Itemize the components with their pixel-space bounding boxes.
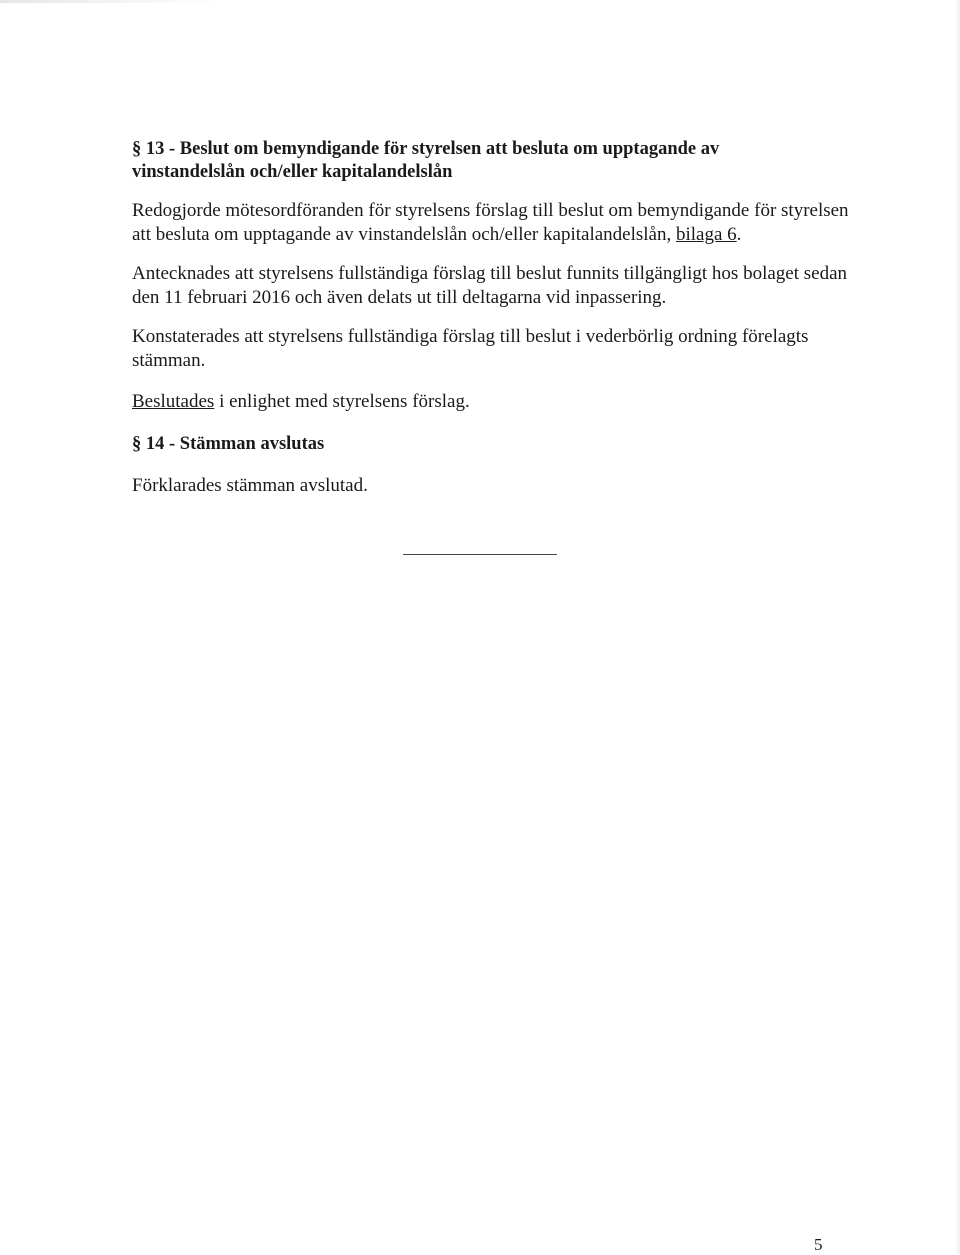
paragraph-konstaterades-line-1: Konstaterades att styrelsens fullständiga förslag till beslut i vederbörlig ordning förelagts (132, 326, 809, 347)
end-separator-line (403, 554, 557, 555)
page-number: 5 (814, 1235, 823, 1254)
paragraph-beslutades (132, 390, 832, 414)
paragraph-redogjorde-line-2 (132, 223, 832, 247)
decision-text: i enlighet med styrelsens förslag. (214, 391, 470, 412)
paragraph-redogjorde-text: att besluta om upptagande av vinstandelslån och/eller kapitalandelslån, (132, 224, 676, 245)
section-13-heading (132, 138, 832, 184)
paragraph-konstaterades (132, 325, 832, 373)
section-13-heading-line-2: vinstandelslån och/eller kapitalandelslån (132, 162, 453, 182)
paragraph-antecknades-line-2: den 11 februari 2016 och även delats ut till deltagarna vid inpassering. (132, 287, 667, 308)
section-13-heading-line-1: § 13 - Beslut om bemyndigande för styrelsen att besluta om upptagande av (132, 139, 720, 159)
section-14-heading: § 14 - Stämman avslutas (132, 434, 325, 454)
attachment-reference: bilaga 6 (675, 224, 737, 245)
paragraph-antecknades (132, 262, 848, 310)
scan-artifact (0, 0, 220, 3)
decision-keyword: Beslutades (132, 391, 215, 412)
paragraph-redogjorde (132, 199, 849, 247)
paragraph-antecknades-line-1: Antecknades att styrelsens fullständiga förslag till beslut funnits tillgängligt hos bolaget sedan (132, 263, 848, 284)
paragraph-redogjorde-line-1: Redogjorde mötesordföranden för styrelsens förslag till beslut om bemyndigande för styrelsen (132, 200, 849, 221)
paragraph-konstaterades-line-2: stämman. (132, 350, 206, 371)
paragraph-redogjorde-end: . (736, 224, 742, 245)
scan-edge (954, 0, 960, 1254)
paragraph-forklarades: Förklarades stämman avslutad. (132, 475, 368, 496)
